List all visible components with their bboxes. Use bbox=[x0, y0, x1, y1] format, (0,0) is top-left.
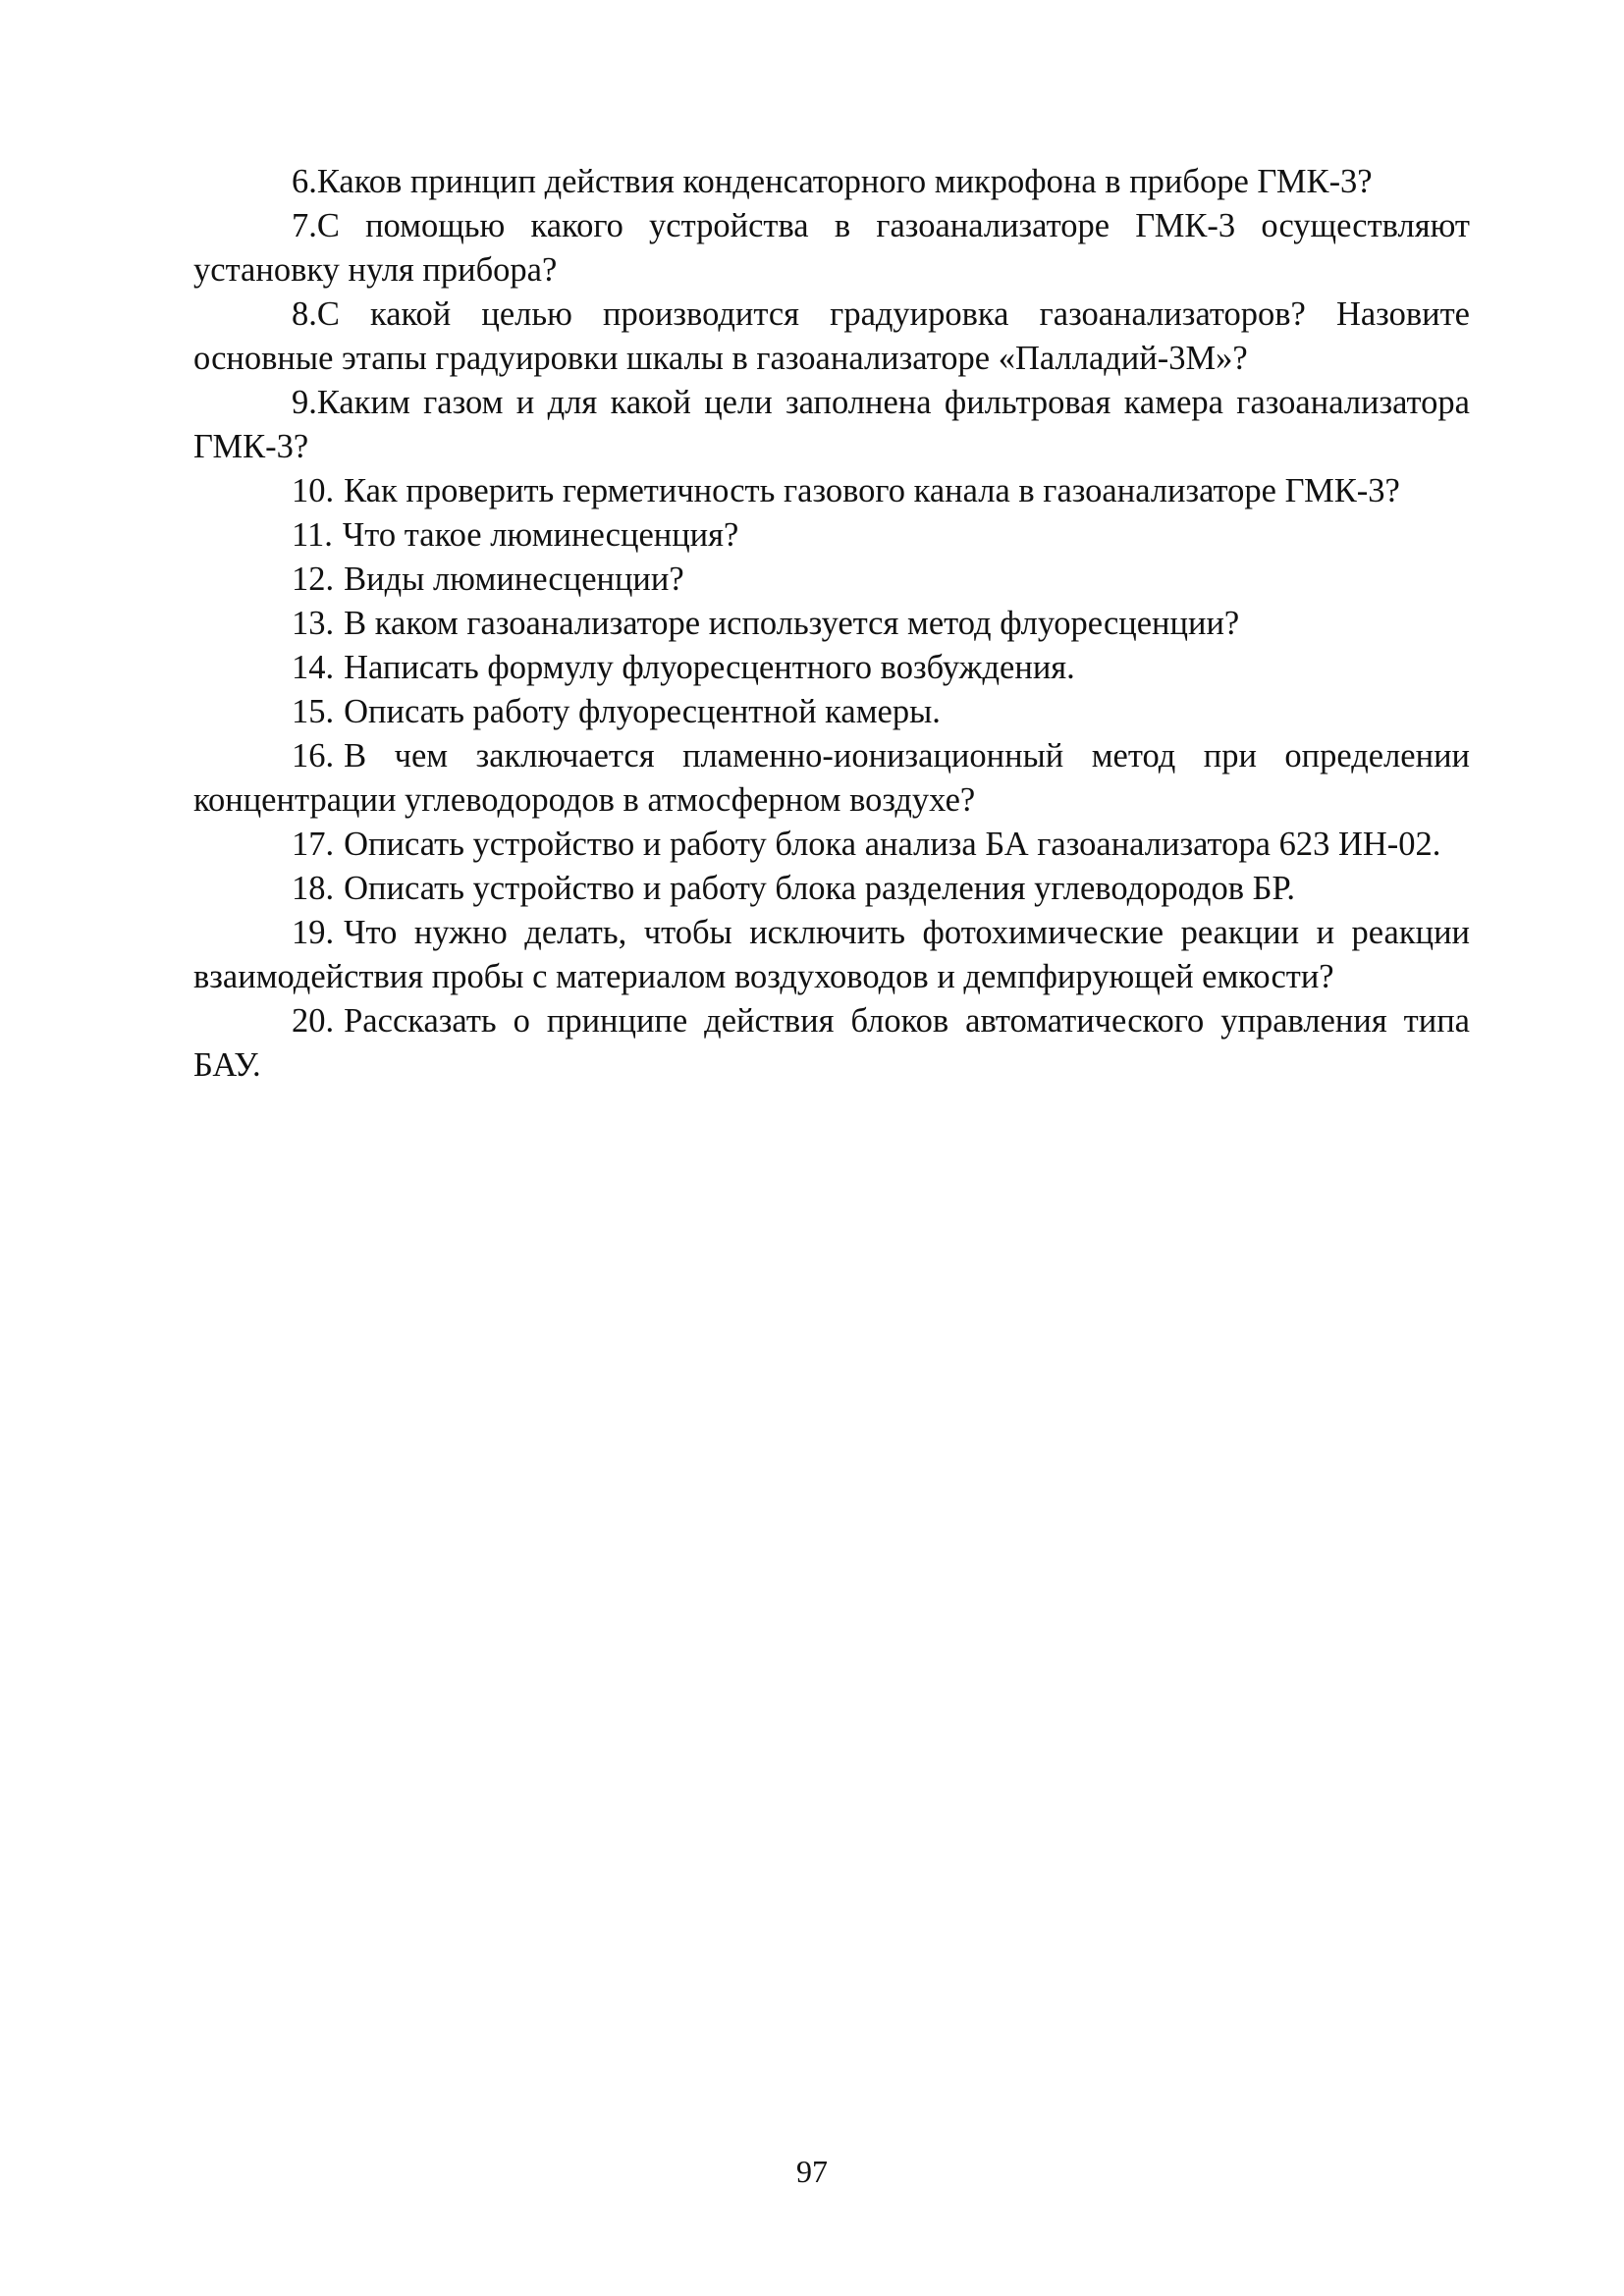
question-text: С какой целью производится градуировка газоанализаторов? Назовите основные этапы градуировки шкалы в газоанализаторе «Палладий-3М»? bbox=[193, 295, 1470, 377]
question-number: 13. bbox=[292, 605, 335, 642]
question-text: Что такое люминесценция? bbox=[342, 516, 739, 554]
question-12 bbox=[193, 558, 1470, 602]
question-text: С помощью какого устройства в газоанализаторе ГМК-3 осуществляют установку нуля прибора? bbox=[193, 207, 1470, 289]
question-text: Описать устройство и работу блока анализа БА газоанализатора 623 ИН-02. bbox=[344, 826, 1441, 863]
question-number: 6. bbox=[292, 163, 317, 200]
page-number: 97 bbox=[796, 2154, 828, 2189]
question-number: 8. bbox=[292, 295, 317, 333]
question-17 bbox=[193, 823, 1470, 867]
question-14 bbox=[193, 646, 1470, 690]
question-number: 20. bbox=[292, 1002, 335, 1040]
question-number: 7. bbox=[292, 207, 317, 244]
question-number: 18. bbox=[292, 870, 335, 907]
question-6 bbox=[193, 160, 1470, 204]
question-number: 11. bbox=[292, 516, 333, 554]
question-text: В чем заключается пламенно-ионизационный метод при определении концентрации углеводородов в атмосферном воздухе? bbox=[193, 737, 1470, 819]
question-16 bbox=[193, 734, 1470, 823]
question-10 bbox=[193, 469, 1470, 513]
question-text: В каком газоанализаторе используется метод флуоресценции? bbox=[344, 605, 1240, 642]
question-8 bbox=[193, 293, 1470, 381]
question-number: 16. bbox=[292, 737, 335, 774]
question-15 bbox=[193, 690, 1470, 734]
question-number: 19. bbox=[292, 914, 335, 951]
question-number: 9. bbox=[292, 384, 317, 421]
question-7 bbox=[193, 204, 1470, 293]
question-number: 17. bbox=[292, 826, 335, 863]
question-19 bbox=[193, 911, 1470, 999]
question-18 bbox=[193, 867, 1470, 911]
question-9 bbox=[193, 381, 1470, 469]
question-text: Написать формулу флуоресцентного возбуждения. bbox=[344, 649, 1075, 686]
question-13 bbox=[193, 602, 1470, 646]
question-text: Описать устройство и работу блока разделения углеводородов БР. bbox=[344, 870, 1295, 907]
question-number: 14. bbox=[292, 649, 335, 686]
question-20 bbox=[193, 999, 1470, 1088]
question-text: Каков принцип действия конденсаторного микрофона в приборе ГМК-3? bbox=[316, 163, 1373, 200]
question-text: Виды люминесценции? bbox=[344, 561, 684, 598]
question-text: Описать работу флуоресцентной камеры. bbox=[344, 693, 941, 730]
question-number: 12. bbox=[292, 561, 335, 598]
question-text: Что нужно делать, чтобы исключить фотохимические реакции и реакции взаимодействия пробы с материалом воздуховодов и демпфирующей емкости? bbox=[193, 914, 1470, 995]
question-text: Как проверить герметичность газового канала в газоанализаторе ГМК-3? bbox=[344, 472, 1400, 509]
document-body bbox=[193, 160, 1470, 1088]
question-number: 15. bbox=[292, 693, 335, 730]
question-text: Рассказать о принципе действия блоков автоматического управления типа БАУ. bbox=[193, 1002, 1470, 1084]
question-text: Каким газом и для какой цели заполнена фильтровая камера газоанализатора ГМК-3? bbox=[193, 384, 1470, 465]
question-11 bbox=[193, 513, 1470, 558]
question-number: 10. bbox=[292, 472, 335, 509]
